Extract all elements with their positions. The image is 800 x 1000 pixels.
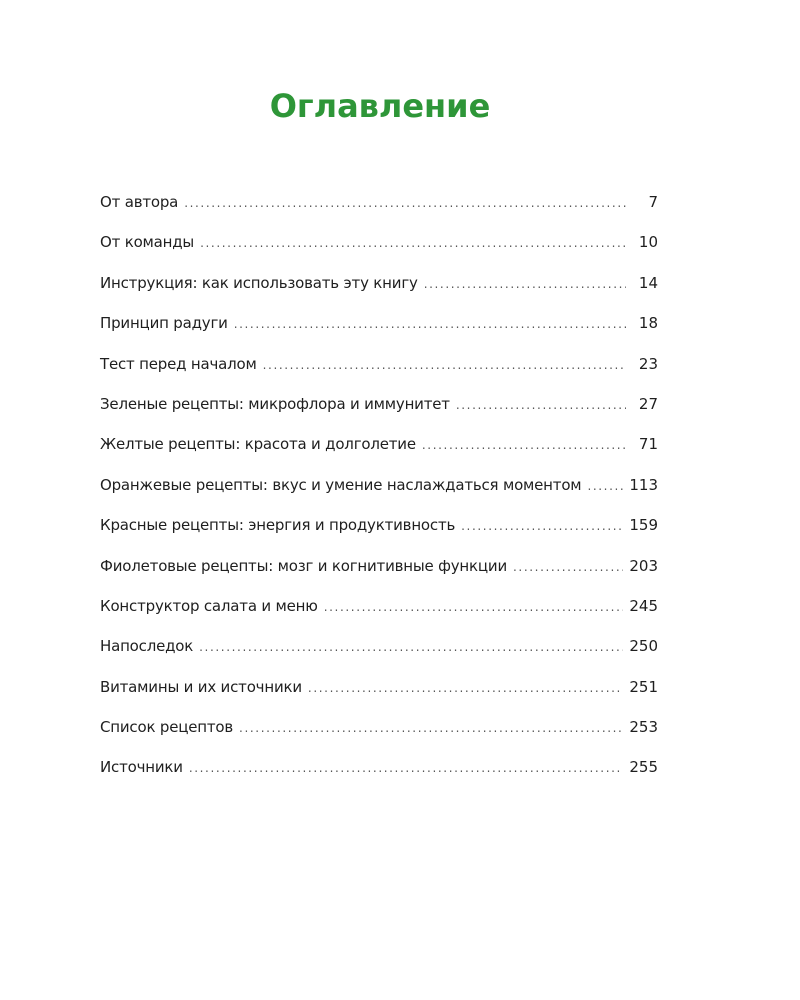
- toc-entry[interactable]: [100, 344, 658, 384]
- dot-leader: [422, 425, 626, 465]
- toc-entry-label: Желтые рецепты: красота и долголетие: [100, 435, 416, 454]
- dot-leader: [184, 183, 626, 223]
- toc-entry-page-number: 71: [638, 435, 658, 454]
- toc-entry-label: Фиолетовые рецепты: мозг и когнитивные функции: [100, 556, 508, 575]
- toc-entry[interactable]: [100, 626, 658, 666]
- toc-entry-page-number: 245: [629, 596, 658, 615]
- toc-entry[interactable]: [100, 303, 658, 343]
- toc-entry[interactable]: [100, 546, 658, 586]
- dot-leader: [199, 627, 623, 667]
- toc-entry-label: Инструкция: как использовать эту книгу: [100, 273, 418, 292]
- toc-entry-page-number: 203: [629, 556, 658, 575]
- toc-entry-label: Зеленые рецепты: микрофлора и иммунитет: [100, 394, 450, 413]
- toc-entry-label: Красные рецепты: энергия и продуктивность: [100, 516, 456, 535]
- toc-entry-page-number: 250: [629, 637, 658, 656]
- toc-entry-label: От автора: [100, 193, 179, 211]
- toc-entry-label: От команды: [100, 233, 195, 252]
- dot-leader: [189, 748, 624, 788]
- toc-entry[interactable]: [100, 586, 658, 626]
- toc-entry[interactable]: [100, 263, 658, 303]
- page-title: Оглавление: [269, 87, 491, 125]
- dot-leader: [324, 587, 624, 627]
- toc-entry-page-number: 10: [638, 233, 658, 252]
- toc-entry-label: Тест перед началом: [100, 354, 257, 373]
- toc-entry-label: Конструктор салата и меню: [100, 596, 318, 615]
- toc-entry[interactable]: [100, 182, 658, 222]
- toc-entry[interactable]: [100, 222, 658, 262]
- toc-entry-page-number: 253: [629, 718, 658, 737]
- toc-entry-page-number: 23: [638, 354, 658, 373]
- toc-entry[interactable]: [100, 465, 658, 505]
- toc-entry[interactable]: [100, 667, 658, 707]
- toc-entry-page-number: 159: [629, 516, 658, 535]
- toc-entry-label: Принцип радуги: [100, 314, 228, 333]
- dot-leader: [424, 264, 626, 304]
- dot-leader: [234, 304, 626, 344]
- toc-entry-label: Список рецептов: [100, 718, 234, 737]
- toc-entry-label: Витамины и их источники: [100, 677, 302, 696]
- dot-leader: [456, 385, 626, 425]
- table-of-contents: [100, 182, 658, 788]
- dot-leader: [239, 708, 623, 748]
- toc-entry[interactable]: [100, 747, 658, 787]
- toc-entry-page-number: 255: [629, 758, 658, 777]
- toc-entry-label: Источники: [100, 758, 183, 777]
- toc-entry-page-number: 113: [629, 475, 658, 494]
- toc-entry[interactable]: [100, 505, 658, 545]
- toc-entry-page-number: 27: [638, 394, 658, 413]
- toc-entry-page-number: 14: [638, 273, 658, 292]
- toc-entry-page-number: 18: [638, 314, 658, 333]
- toc-entry[interactable]: [100, 707, 658, 747]
- toc-entry[interactable]: [100, 424, 658, 464]
- dot-leader: [461, 506, 623, 546]
- toc-entry[interactable]: [100, 384, 658, 424]
- dot-leader: [200, 223, 626, 263]
- toc-entry-page-number: 7: [648, 193, 658, 211]
- dot-leader: [513, 547, 623, 587]
- toc-entry-label: Напоследок: [100, 637, 194, 656]
- toc-entry-page-number: 251: [629, 677, 658, 696]
- dot-leader: [263, 345, 626, 385]
- dot-leader: [587, 466, 623, 506]
- dot-leader: [308, 668, 623, 708]
- toc-entry-label: Оранжевые рецепты: вкус и умение наслаждаться моментом: [100, 475, 582, 494]
